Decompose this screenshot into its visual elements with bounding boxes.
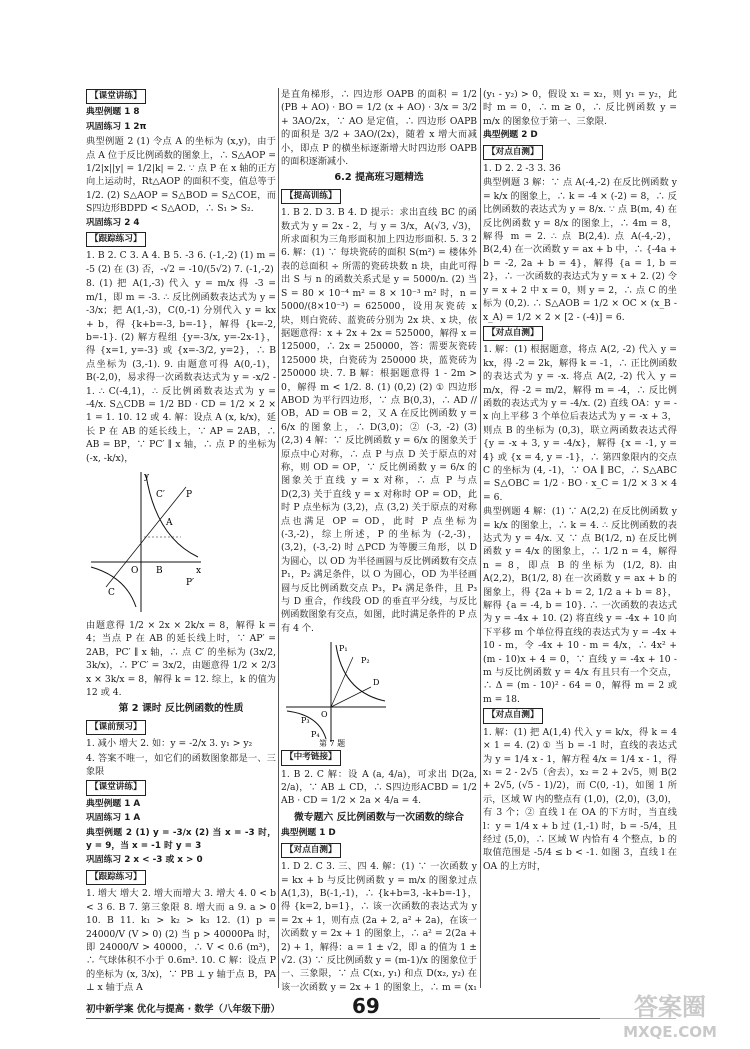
page-number: 69 (352, 994, 380, 1018)
section-tag-row (483, 144, 677, 161)
section-tag-row (281, 749, 477, 766)
example-line: 典型例题 2 (1) y = -3/x (2) 当 x = -3 时，y = 9，当 x = -1 时 y = 3 (86, 827, 276, 852)
answer-paragraph: 由题意得 1/2 × 2x × 2k/x = 8，解得 k = 4；当点 P 在 AB 的延长线上时，∵ AP′ = 2AB，PC′ ∥ x 轴，∴ 点 C′ 的坐标为 (3x/2, 3k/x)，∴ P′C′ = 3x/2，由题意得 1/2 × 2/3 x × 3k/x = 8，解得 k = 12. 综上，k 的值为 12 或 4. (86, 619, 276, 698)
section-tag-row (86, 719, 276, 736)
label-p-prime: P′ (186, 577, 195, 588)
answer-paragraph: 1. 增大 增大 2. 增大而增大 3. 增大 4. 0 < b < 3 6. B 7. 第三象限 8. 增大而 a 9. a > 0 10. B 11. k₁ > k₂ > k₃ 12. (1) p = 24000/V (V > 0) (2) 当 p > 40000Pa 时，即 24000/V > 40000，∴ V < 0.6 (m³)，∴ 气球体积不小于 0.6m³. 10. C 解：设点 P 的坐标为 (x, 3/x)，∵ PB ⊥ y 轴于点 B，PA ⊥ x 轴于点 A (86, 888, 276, 994)
section-tag-row (86, 869, 276, 886)
label-y: y (144, 471, 150, 482)
label-d: D (373, 678, 380, 688)
example-line: 典型例题 1 A (86, 798, 141, 809)
footer-title: 初中新学案 优化与提高 · 数学（八年级下册） (86, 1004, 281, 1015)
label-b: B (156, 565, 163, 576)
example-line: 典型例题 1 D (281, 828, 336, 839)
section-tag: 【课堂讲练】 (86, 780, 146, 795)
answer-paragraph: 典型例题 4 解：(1) ∵ A(2,2) 在反比例函数 y = k/x 的图象上，∴ k = 4. ∴ 反比例函数的表达式为 y = 4/x. 又 ∵ 点 B(1/2, n) 在反比例函数 y = 4/x 的图象上，∴ 1/2 n = 4，解得 n = 8，即点 B 的坐标为 (1/2, 8). 由 A(2,2)，B(1/2, 8) 在一次函数 y = ax + b 的图象上，得 {2a + b = 2, 1/2 a + b = 8}，解得 {a = -4, b = 10}. ∴ 一次函数的表达式为 y = -4x + 10. (2) 将直线 y = -4x + 10 向下平移 m 个单位得直线的表达式为 y = -4x + 10 - m，令 -4x + 10 - m = 4/x，∴ 4x² + (m - 10)x + 4 = 0，∵ 直线 y = -4x + 10 - m 与反比例函数 y = 4/x 有且只有一个交点，∴ Δ = (m - 10)² - 64 = 0，解得 m = 2 或 m = 18. (483, 506, 677, 705)
answer-paragraph: 典型例题 3 解：∵ 点 A(-4,-2) 在反比例函数 y = k/x 的图象上，∴ k = -4 × (-2) = 8，∴ 反比例函数的表达式为 y = 8/x. ∵ 点 B(m, 4) 在反比例函数 y = 8/x 的图象上，∴ 4m = 8，解得 m = 2. ∴ 点 B(2,4). 点 A(-4,-2)，B(2,4) 在一次函数 y = ax + b 中，∴ {-4a + b = -2, 2a + b = 4}，解得 {a = 1, b = 2}，∴ 一次函数的表达式为 y = x + 2. (2) 令 y = x + 2 中 x = 0，则 y = 2，∴ 点 C 的坐标为 (0,2). ∴ S△AOB = 1/2 × OC × (x_B - x_A) = 1/2 × 2 × [2 - (-4)] = 6. (483, 177, 677, 323)
answer-paragraph: 8. (1) 把 A(1,-3) 代入 y = m/x 得 -3 = m/1，即 m = -3. ∴ 反比例函数表达式为 y = -3/x；把 A(1,-3)，C(0,-1) 分别代入 y = kx + b，得 {k+b=-3, b=-1}，解得 {k=-2, b=-1}. (2) 解方程组 {y=-3/x, y=-2x-1}，得 {x=1, y=-3} 或 {x=-3/2, y=2}，∴ B 点坐标为 (3,-1). 9. 由题意可得 A(0,-1)，B(-2,0)，易求得一次函数表达式为 y = -x/2 - 1. ∴ C(-4,1)，∴ 反比例函数表达式为 y = -4/x. S△CDB = 1/2 BD · CD = 1/2 × 2 × 1 = 1. 10. 12 或 4. 解：设点 A (x, k/x)，延长 P 在 AB 的延长线上，∵ AP = 2AB，∴ AB = BP，∵ PC′ ∥ x 轴，∴ 点 P 的坐标为 (-x, -k/x)， (86, 278, 276, 464)
section-tag-row (483, 707, 677, 724)
column-divider (278, 88, 279, 988)
column-2 (281, 88, 477, 994)
section-tag-row (86, 779, 276, 796)
label-x: x (196, 565, 202, 576)
section-tag: 【对点自测】 (483, 708, 543, 723)
segment-op (331, 657, 353, 707)
answer-paragraph: 是直角梯形，∴ 四边形 OAPB 的面积 = 1/2 (PB + AO) · BO = 1/2 (x + AO) · 3/x = 3/2 + 3AO/2x，∵ AO 是定值，∴ 四边形 OAPB 的面积是 3/2 + 3AO/(2x)，随着 x 增大而减小，即点 P 的横坐标逐渐增大时四边形 OAPB 的面积逐渐减小. (281, 89, 477, 168)
example-line: 典型例题 2 D (483, 130, 538, 141)
label-p1: P₁ (339, 644, 348, 654)
example-line: 巩固练习 2 x < -3 或 x > 0 (86, 855, 203, 866)
label-c-prime: C′ (156, 489, 165, 500)
label-o: O (131, 565, 139, 576)
function-graph (86, 467, 206, 617)
figure-7-graph (281, 637, 391, 747)
section-tag-row (281, 188, 477, 205)
section-tag: 【课前预习】 (86, 720, 146, 735)
graph-figure (86, 467, 276, 617)
segment-od (331, 687, 371, 707)
label-a: A (166, 517, 173, 528)
footer-rule (86, 1018, 676, 1019)
section-tag: 【对点自测】 (483, 326, 543, 341)
figure-caption: 第 7 题 (319, 739, 346, 748)
label-p3: P₃ (301, 716, 310, 726)
example-line: 巩固练习 1 2π (86, 121, 147, 132)
answer-paragraph: 1. D 2. C 3. 三、四 4. 解：(1) ∵ 一次函数 y = kx + b 与反比例函数 y = m/x 的图象过点 A(1,3)，B(-1,-1)，∴ {k+b=3, -k+b=-1}，得 {k=2, b=1}，∴ 该一次函数的表达式为 y = 2x + 1，则有点 (2a + 2, a² + 2a)，在该一次函数 y = 2x + 1 的图象上，∴ a² = 2(2a + 2) + 1，解得：a = 1 ± √2，即 a 的值为 1 ± √2. (3) ∵ 反比例函数 y = (m-1)/x 的图象位于一、三象限，∵ 点 C(x₁, y₁) 和点 D(x₂, y₂) 在该一次函数 y = 2x + 1 的图象上，∴ m = (x₁ (281, 861, 477, 993)
label-p4: P₄ (311, 730, 320, 740)
section-tag: 【对点自测】 (281, 843, 341, 858)
section-tag-row (86, 231, 276, 248)
answer-paragraph: 1. B 2. D 3. B 4. D 提示：求出直线 BC 的函数式为 y = 2x - 2，与 y = 3/x，A(√3, √3)，所求面积为三角形面积加上四边形面积. 5. 3 2 6. 解：(1) ∵ 每块瓷砖的面积 S(m²) = 楼体外表的总面积 ÷ 所需的瓷砖块数 n 块，由此可得出 S 与 n 的函数关系式是 y = 5000/n. (2) 当 S = 80 × 10⁻⁴ m² = 8 × 10⁻³ m² 时，n = 5000/(8×10⁻³) = 625000，设用灰瓷砖 x 块，则白瓷砖、蓝瓷砖分别为 2x 块、x 块，依据题意得：x + 2x + 2x = 525000，解得 x = 125000，∴ 2x = 250000，答：需要灰瓷砖 125000 块，白瓷砖为 250000 块，蓝瓷砖为 250000 块. 7. B 解：根据题意得 1 - 2m > 0，解得 m < 1/2. 8. (1) (0,2) (2) ① 四边形 ABOD 为平行四边形，∵ 点 B(0,3)，∴ AD // OB，AD = OB = 2，又 A 在反比例函数 y = 6/x 的图象上，∴ D(3,0)；② (-3, -2) (3) (2,3) 4 解：∵ 反比例函数 y = 6/x 的图象关于原点中心对称，∴ 点 P 与点 D 关于原点的对称，则 OD = OP，∵ 反比例函数 y = 6/x 的图象关于直线 y = x 对称，∴ 点 P 与点 D(2,3) 关于直线 y = x 对称时 OP = OD，此时 P 点坐标为 (3,2)，点 (3,2) 关于原点的对称点也满足 OP = OD，此时 P 点坐标为 (-3,-2)，综上所述，P 的坐标为 (-2,-3)，(3,2)，(-3,-2) 时 △PCD 为等腰三角形，以 D 为圆心，以 OD 为半径画圆与反比例函数有交点 P₁，P₂ 满足条件，以 O 为圆心，OD 为半径画圆与反比例函数交点 P₃，P₄ 满足条件，且 P₃ 与 D 重合，作线段 OD 的垂直平分线，与反比例函数图象有交点，如图，此时满足条件的 P 点有 4 个. (281, 207, 477, 634)
label-p: P (186, 489, 193, 500)
column-1 (86, 88, 276, 994)
label-o: O (321, 710, 328, 720)
column-divider (480, 88, 481, 988)
example-line: 典型例题 1 8 (86, 107, 140, 118)
section-tag-row (281, 842, 477, 859)
section-heading: 微专题六 反比例函数与一次函数的综合 (294, 811, 464, 823)
section-tag: 【课堂讲练】 (86, 89, 146, 104)
figure-7 (281, 637, 477, 747)
section-tag: 【对点自测】 (483, 145, 543, 160)
answer-paragraph: 1. D 2. 2 -3 3. 36 (483, 163, 561, 175)
answer-paragraph: 1. 减小 增大 2. 如：y = -2/x 3. y₁ > y₂ (86, 738, 253, 750)
watermark-text: 答案圈 (634, 993, 706, 1021)
section-heading: 第 2 课时 反比例函数的性质 (118, 703, 244, 715)
label-p2: P₂ (361, 656, 370, 666)
example-line: 巩固练习 2 4 (86, 217, 140, 228)
watermark-site: MXQE.COM (623, 1023, 717, 1041)
section-tag: 【提高训练】 (281, 189, 341, 204)
watermark-logo (600, 985, 740, 1045)
answer-paragraph: 典型例题 2 (1) 令点 A 的坐标为 (x,y)，由于点 A 位于反比例函数的图象上，∴ S△AOP = 1/2|x||y| = 1/2|k| = 2. ∵ 点 P 在 x 轴的正方向上运动时，Rt△AOP 的面积不变，值总等于 1/2. (2) S△AOP = S△BOD = S△COE，而 S四边形BDPD < S△AOD，∴ S₁ > S₂. (86, 136, 276, 215)
section-heading: 6.2 提高班习题精选 (334, 172, 424, 184)
section-tag: 【跟踪练习】 (86, 870, 146, 885)
section-tag-row (86, 88, 276, 105)
hyperbola-branch-1 (146, 475, 198, 557)
section-tag-row (483, 325, 677, 342)
answer-paragraph: 4. 答案不唯一，如它们的函数图象都是一、三象限 (86, 752, 276, 778)
hyperbola-branch-2 (91, 565, 139, 607)
answer-paragraph: (y₁ - y₂) > 0，假设 x₁ = x₂，则 y₁ = y₂，此时 m = 0，∴ m ≥ 0，∴ 反比例函数 y = m/x 的图象位于第一、三象限. (483, 89, 677, 127)
section-tag: 【中考链接】 (281, 750, 341, 765)
column-3 (483, 88, 677, 994)
example-line: 巩固练习 1 A (86, 813, 141, 824)
label-c: C (108, 587, 115, 598)
answer-paragraph: 1. 解：(1) 根据题意，将点 A(2, -2) 代入 y = kx，得 -2 = 2k，解得 k = -1，∴ 正比例函数的表达式为 y = -x. 将点 A(2, -2) 代入 y = m/x，得 -2 = m/2，解得 m = -4，∴ 反比例函数的表达式为 y = -4/x. (2) 直线 OA：y = -x 向上平移 3 个单位后表达式为 y = -x + 3，则点 B 的坐标为 (0,3)，联立两函数表达式得 {y = -x + 3, y = -4/x}，解得 {x = -1, y = 4} 或 {x = 4, y = -1}，∴ 第四象限内的交点 C 的坐标为 (4, -1)，∵ OA ∥ BC，∴ S△ABC = S△OBC = 1/2 · BO · x_C = 1/2 × 3 × 4 = 6. (483, 344, 677, 503)
answer-paragraph: 1. B 2. C 解：设 A (a, 4/a)，可求出 D(2a, 2/a)，∵ AB ⊥ CD，∴ S四边形ACBD = 1/2 AB · CD = 1/2 × 2a × 4/a = 4. (281, 768, 477, 807)
section-tag: 【跟踪练习】 (86, 232, 146, 247)
answer-paragraph: 1. B 2. C 3. A 4. B 5. -3 6. (-1,-2) (1) m = -5 (2) 在 (3) 否，-√2 = -10/(5√2) 7. (-1,-2) (86, 250, 276, 275)
answer-paragraph: 1. 解：(1) 把 A(1,4) 代入 y = k/x，得 k = 4 × 1 = 4. (2) ① 当 b = -1 时，直线的表达式为 y = 1/4 x - 1，解方程 4/x = 1/4 x - 1，得 x₁ = 2 - 2√5（舍去），x₂ = 2 + 2√5，则 B(2 + 2√5, (√5 - 1)/2)，而 C(0, -1)，如图 1 所示，区域 W 内的整点有 (1,0)，(2,0)，(3,0)，有 3 个；② 直线 l 在 OA 的下方时，当直线 l：y = 1/4 x + b 过 (1,-1) 时，b = -5/4，且经过 (5,0)，∴ 区域 W 内恰有 4 个整点，b 的取值范围是 -5/4 ≤ b < -1. 如图 3，直线 l 在 OA 的上方时， (483, 726, 677, 872)
